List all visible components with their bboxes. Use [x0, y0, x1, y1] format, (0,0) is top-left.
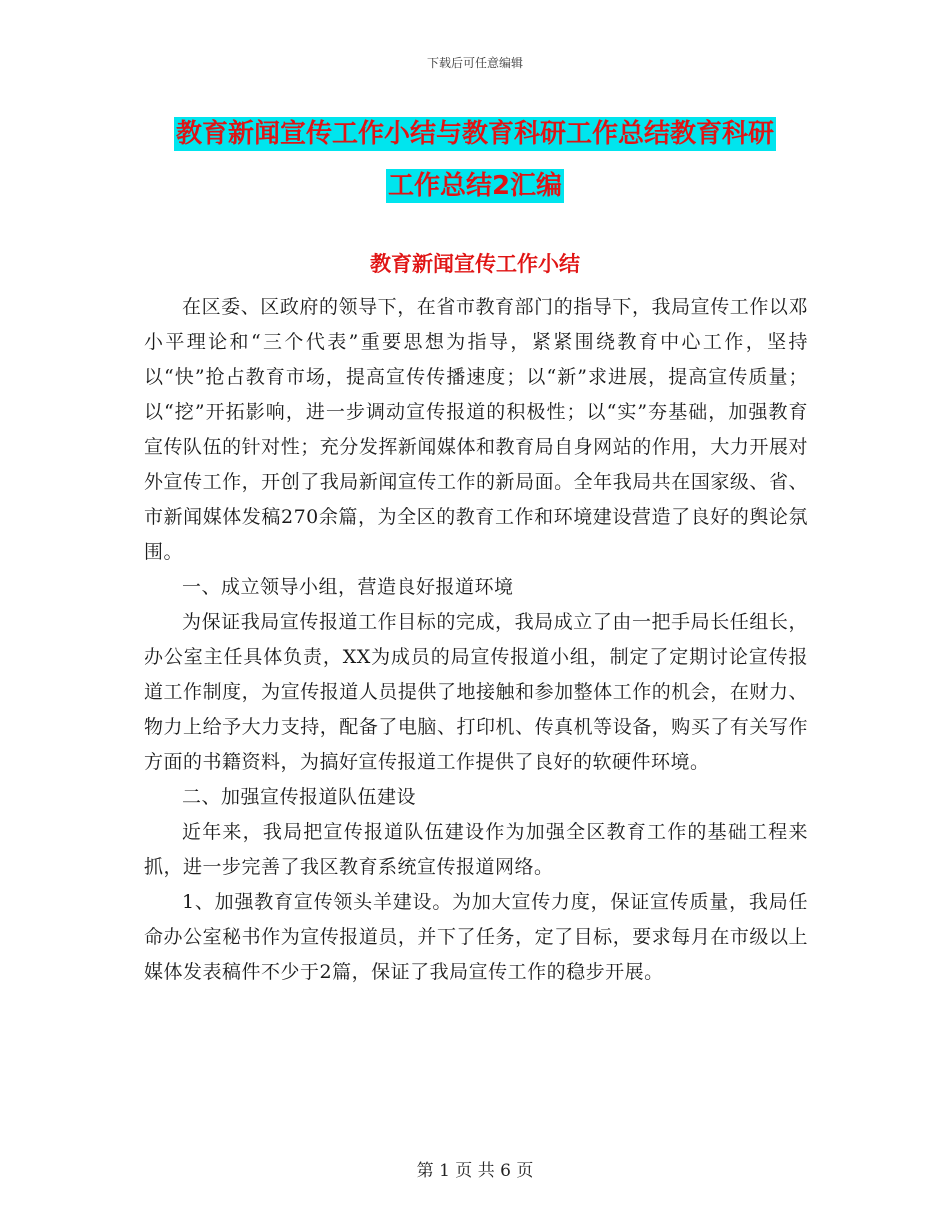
page-header: 下载后可任意编辑	[426, 56, 523, 70]
document-title	[140, 108, 810, 212]
paragraph-3: 1、加强教育宣传领头羊建设。为加大宣传力度，保证宣传质量，我局任命办公室秘书作为宣传报道员，并下了任务，定了目标，要求每月在市级以上媒体发表稿件不少于2篇，保证了我局宣传工作的稳步开展。	[144, 891, 808, 983]
heading-2: 二、加强宣传报道队伍建设	[182, 786, 417, 808]
heading-1: 一、成立领导小组，营造良好报道环境	[182, 576, 514, 598]
document-title-line-2: 工作总结2汇编	[387, 171, 563, 201]
document-title-line-1: 教育新闻宣传工作小结与教育科研工作总结教育科研	[175, 119, 774, 149]
section-title: 教育新闻宣传工作小结	[370, 252, 580, 276]
paragraph-2: 近年来，我局把宣传报道队伍建设作为加强全区教育工作的基础工程来抓，进一步完善了我区教育系统宣传报道网络。	[144, 821, 808, 878]
paragraph-intro: 在区委、区政府的领导下，在省市教育部门的指导下，我局宣传工作以邓小平理论和“三个代表”重要思想为指导，紧紧围绕教育中心工作，坚持以“快”抢占教育市场，提高宣传传播速度；以“新”求进展，提高宣传质量；以“挖”开拓影响，进一步调动宣传报道的积极性；以“实”夯基础，加强教育宣传队伍的针对性；充分发挥新闻媒体和教育局自身网站的作用，大力开展对外宣传工作，开创了我局新闻宣传工作的新局面。全年我局共在国家级、省、市新闻媒体发稿270余篇，为全区的教育工作和环境建设营造了良好的舆论氛围。	[144, 296, 808, 563]
page-footer: 第 1 页 共 6 页	[416, 1161, 534, 1181]
document-body	[144, 290, 808, 990]
paragraph-1: 为保证我局宣传报道工作目标的完成，我局成立了由一把手局长任组长，办公室主任具体负责，XX为成员的局宣传报道小组，制定了定期讨论宣传报道工作制度，为宣传报道人员提供了地接触和参加整体工作的机会，在财力、物力上给予大力支持，配备了电脑、打印机、传真机等设备，购买了有关写作方面的书籍资料，为搞好宣传报道工作提供了良好的软硬件环境。	[144, 611, 808, 773]
